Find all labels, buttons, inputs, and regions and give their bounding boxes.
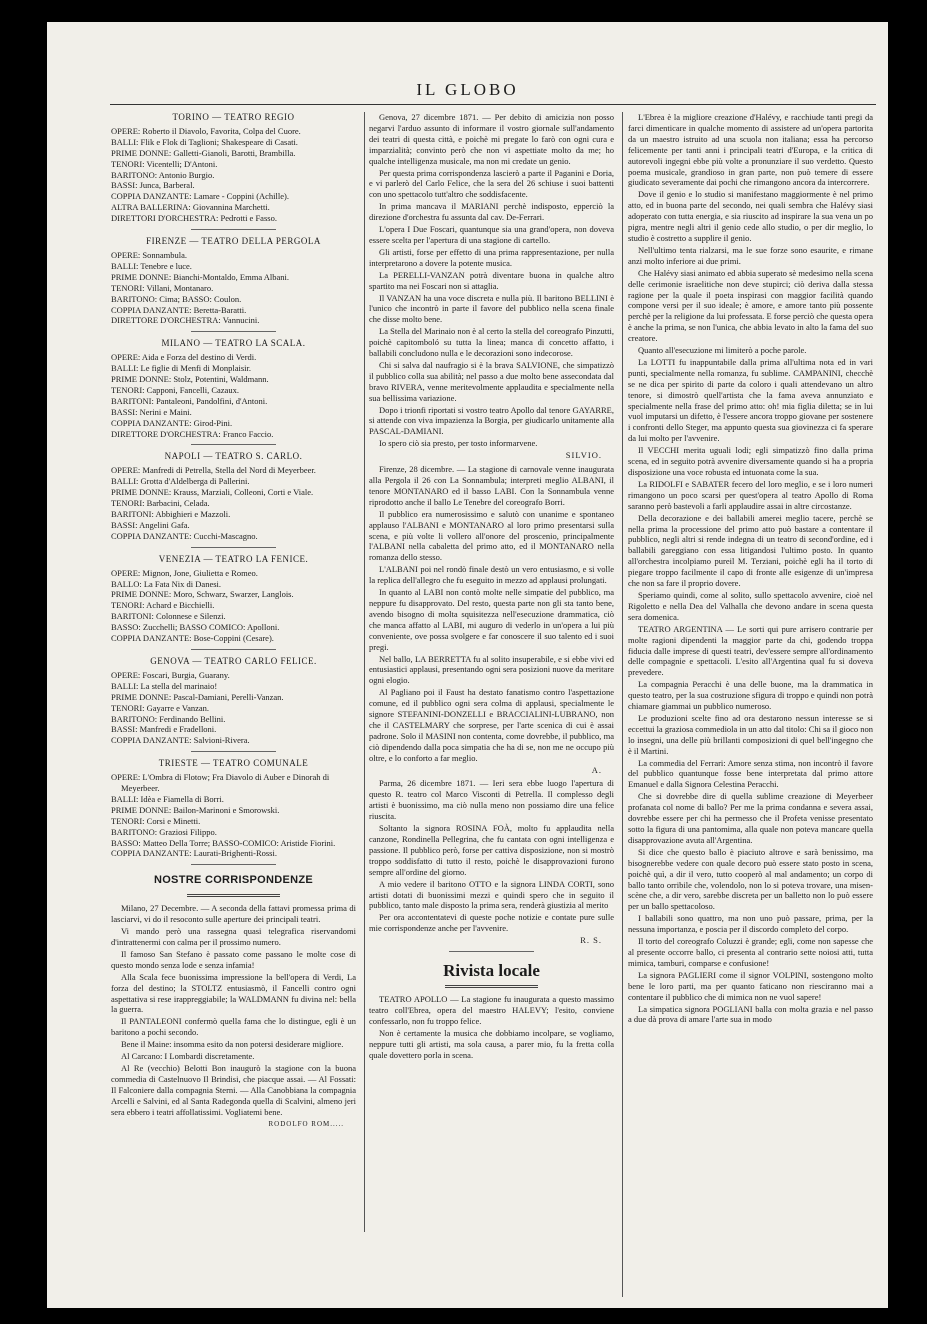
paragraph: Parma, 26 dicembre 1871. — Ieri sera ebbe luogo l'apertura di questo R. teatro col Marco Visconti di Petrella. Il complesso degli artisti è buonissimo, ma ciò nulla meno non possiamo dire una felice riuscita. [369, 778, 614, 822]
header-rule [110, 104, 876, 105]
cast-line: OPERE: Aida e Forza del destino di Verdi. [111, 352, 257, 363]
cast-line: BALLI: Flik e Flok di Taglioni; Shakespeare di Casati. [111, 136, 298, 147]
paragraph: Bene il Maine: insomma esito da non potersi desiderare migliore. [121, 1039, 344, 1050]
paragraph: Della decorazione e dei ballabili amerei meglio tacere, perchè se nella prima la processione del primo atto può bastare a contentare il pubblico, negli altri si rende indegna di un teatro di second'ordine, ed i ballabili gareggiano con essa litigandosi l'ultimo posto. In quanto all'orchestra incolpiamo pureil M. Terziani, poichè egli ha il torto di piegare troppo facilmente il capo di fronte alle esigenze di un'impresa che non sa fare il proprio dovere. [628, 512, 873, 589]
paragraph: La signora PAGLIERI come il signor VOLPINI, sostengono molto bene le loro parti, ma per quanto faticano non riesciranno mai a contentare il pubblico che di mimica non ne vuol sapere! [628, 969, 873, 1002]
paragraph: Che Halévy siasi animato ed abbia superato sè medesimo nella scena delle cerimonie israelitiche non deve stupirci; ciò deriva dalla stessa ragione per la quale il poeta inspirasi con maggior facilità quando compone versi per il suo ideale; è amore, e amore tanto più possente perchè per la religione da lui professata. E forse perciò che questa opera è anche la prima, se non l'unica, che abbia levato in alto la fama del suo creatore. [628, 267, 873, 344]
paragraph: Dove il genio e lo studio si manifestano maggiormente è nel primo atto, ed in buona parte del secondo, nei quali sembra che Halévy siasi adoperato con tutta energia, e sia riuscito ad inspirare la sua vena un po pigra, mentre negli altri il genio cede allo studio, o per dir meglio, lo studio è costretto a supplire il genio. [628, 189, 873, 243]
theatre-heading: TRIESTE — TEATRO COMUNALE [158, 758, 309, 769]
paragraph: Nell'ultimo tenta rialzarsi, ma le sue forze sono esaurite, e rimane anzi molto inferiore ai due primi. [628, 244, 873, 266]
cast-line: BALLI: Grotta d'Aldelberga di Pallerini. [111, 476, 250, 487]
signature: R. S. [580, 935, 602, 946]
paragraph: Speriamo quindi, come al solito, sullo spettacolo avvenire, cioè nel Rigoletto e nella Dea del Valhalla che devono andare in scena questa sera domenica. [628, 589, 873, 622]
paragraph: Le produzioni scelte fino ad ora destarono nessun interesse se si eccettui la graziosa commediola in un atto dal titolo: Chi sa il gioco non lo insegni, una delle più brillanti composizioni di quel bell'ingegno che è il Martini. [628, 712, 873, 756]
signature: RODOLFO ROM..... [268, 1119, 344, 1128]
paragraph: L'opera I Due Foscari, quantunque sia una grand'opera, non doveva essere scelta per l'apertura di una stagione di cartello. [369, 224, 614, 245]
cast-line: PRIME DONNE: Krauss, Marziali, Colleoni, Corti e Viale. [111, 487, 314, 498]
theatre-heading: FIRENZE — TEATRO DELLA PERGOLA [146, 236, 321, 247]
cast-line: BASSI: Manfredi e Fradelloni. [111, 724, 217, 735]
theatre-heading: NAPOLI — TEATRO S. CARLO. [164, 451, 303, 462]
rivista-continued [628, 112, 873, 1025]
paragraph: Al Pagliano poi il Faust ha destato fanatismo contro l'aspettazione comune, ed il pubblico ogni sera colma di applausi, specialmente le signore STEFANINI-DONZELLI e BRACCIALINI-LUBRANO, non che il CASTELMARY che sorprese, per l'arte scenica di cui è assai padrone. Solo il MASINI non contenta, come dovrebbe, il pubblico, ma ciò dipendendo dalla poca simpatia che ha di se, non me ne occupo più oltre, e lo conforto a far meglio. [369, 687, 614, 763]
paragraph: Vi mando però una rassegna quasi telegrafica riservandomi d'intrattenermi con calma per il prossimo numero. [111, 926, 356, 947]
separator [191, 864, 277, 865]
paragraph: La RIDOLFI e SABATER fecero del loro meglio, e se i loro numeri rimangono un poco scarsi per quest'opera al teatro Apollo di Roma saranno però bastevoli a farli applaudire assai in altre circostanze. [628, 478, 873, 511]
cast-line: COPPIA DANZANTE: Beretta-Baratti. [111, 304, 247, 315]
paragraph: TEATRO ARGENTINA — Le sorti qui pure arrisero contrarie per molte ragioni dipendenti la maggior parte da chi, godendo troppa fiducia dalle imprese di questi teatri, dev'essere sempre all'ordinamento delle compagnie e spettacoli. L'esito all'Argentina qual fu si doveva prevedere. [628, 623, 873, 678]
cast-line: OPERE: Sonnambula. [111, 249, 188, 260]
paragraph: Non è certamente la musica che dobbiamo incolpare, se vogliamo, neppure tutti gli artisti, ma sola causa, a parer mio, fu la fretta colla quale dovettero porla in scena. [369, 1027, 614, 1060]
paragraph: TEATRO APOLLO — La stagione fu inaugurata a questo massimo teatro coll'Ebrea, opera del maestro HALEVY; l'esito, conviene confessarlo, non fu troppo felice. [369, 993, 614, 1026]
cast-line: BALLI: Tenebre e luce. [111, 260, 192, 271]
cast-line: TENORI: Corsi e Minetti. [111, 815, 201, 826]
cast-line: PRIME DONNE: Galletti-Gianoli, Barotti, Brambilla. [111, 147, 296, 158]
separator [449, 951, 535, 952]
parma-correspondence [369, 778, 614, 934]
cast-line: DIRETTORI D'ORCHESTRA: Pedrotti e Fasso. [111, 213, 277, 224]
paragraph: La PERELLI-VANZAN potrà diventare buona in qualche altro spartito ma nei Foscari non si attaglia. [369, 269, 614, 291]
cast-line: TENORI: Vicentelli; D'Antoni. [111, 158, 218, 169]
cast-line: COPPIA DANZANTE: Lamare - Coppini (Achille). [111, 191, 289, 202]
paragraph: Nel ballo, LA BERRETTA fu al solito insuperabile, e si ebbe vivi ed entusiastici applausi, presentando ogni sera posizioni nuove da meritare ogni elogio. [369, 653, 614, 686]
cast-line: BALLI: Le figlie di Menfi di Monplaisir. [111, 363, 251, 374]
theatre-listings [111, 112, 356, 859]
paragraph: La commedia del Ferrari: Amore senza stima, non incontrò il favore del pubblico quantunque fosse bene interpretata dal primo attore Emanuel e dalla Signora Celestina Peracchi. [628, 757, 873, 790]
cast-line: OPERE: Manfredi di Petrella, Stella del Nord di Meyerbeer. [111, 465, 316, 476]
cast-line: BASSI: Angelini Gafa. [111, 519, 190, 530]
cast-line: BARITONO: Graziosi Filippo. [111, 826, 217, 837]
paragraph: A mio vedere il baritono OTTO e la signora LINDA CORTI, sono artisti dotati di buonissimi mezzi e quindi spero che in seguito il pubblico, tanto male disposto la prima sera, renderà giustizia al merito [369, 878, 614, 911]
column-2 [369, 112, 614, 1061]
cast-line: BARITONI: Abbighieri e Mazzoli. [111, 509, 231, 519]
cast-line: PRIME DONNE: Bianchi-Montaldo, Emma Albani. [111, 271, 290, 282]
paragraph: Il famoso San Stefano è passato come passano le molte cose di questo mondo senza lode e senza infamia! [111, 948, 356, 970]
paragraph: Che si dovrebbe dire di quella sublime creazione di Meyerbeer profanata col nome di ballo? Per me la prima condanna e severa assai, dovrebbe essere per chi ha permesso che il Profeta venisse presentato sotto la figura di una pantomima, alla quale non poteva mancare quella disapprovazione avuta all'Argentina. [628, 791, 873, 845]
paragraph: La compagnia Peracchi è una delle buone, ma la drammatica in questo teatro, per la sua costruzione sfigura di troppo e quindi non potrà chiamare giammai un pubblico numeroso. [628, 679, 873, 712]
column-3 [628, 112, 873, 1026]
milano-correspondence [111, 903, 356, 1117]
separator [191, 751, 277, 752]
paragraph: Il pubblico era numerosissimo e salutò con unanime e spontaneo applauso l'ALBANI e MONTANARO al loro primo presentarsi sulla scena, e più volte li vollero all'onore del proscenio, principalmente l'ALBANI nella cabaletta del primo atto, ed il MONTANARO nella romanza dello stesso. [369, 508, 614, 563]
theatre-heading: TORINO — TEATRO REGIO [172, 112, 295, 122]
cast-line: OPERE: Mignon, Jone, Giulietta e Romeo. [111, 567, 258, 578]
cast-line: BASSO: Zucchelli; BASSO COMICO: Apolloni. [111, 622, 280, 633]
firenze-correspondence [369, 464, 614, 763]
cast-line: OPERE: L'Ombra di Flotow; Fra Diavolo di Auber e Dinorah di Meyerbeer. [111, 772, 330, 794]
cast-line: TENORI: Villani, Montanaro. [111, 282, 214, 293]
paragraph: Io spero ciò sia presto, per tosto informarvene. [379, 438, 538, 449]
paragraph: Per ora accontentatevi di queste poche notizie e contate pure sulle mie corrispondenze anche per l'avvenire. [369, 912, 614, 934]
newspaper-page [47, 22, 888, 1308]
cast-line: TENORI: Barbacini, Celada. [111, 498, 210, 509]
paragraph: Al Carcano: I Lombardi discretamente. [121, 1051, 255, 1062]
cast-line: BARITONO: Antonio Burgio. [111, 169, 215, 180]
double-rule [187, 894, 280, 897]
separator [191, 649, 277, 650]
separator [191, 229, 277, 230]
genova-correspondence [369, 112, 614, 449]
paragraph: Alla Scala fece buonissima impressione la bell'opera di Verdi, La forza del destino; la STOLTZ entusiasmò, il Fancelli contro ogni aspettativa si rese irappreggiabile; la WALDMANN fu divina nel: bella la guerra. [111, 971, 356, 1015]
paragraph: Gli artisti, forse per effetto di una prima rappresentazione, per nulla interpretarono a dovere la potente musica. [369, 246, 614, 268]
separator [191, 331, 277, 332]
signature: A. [591, 764, 602, 775]
cast-line: BARITONI: Pantaleoni, Pandolfini, d'Antoni. [111, 395, 268, 406]
paragraph: Dopo i trionfi riportati si vostro teatro Apollo dal tenore GAYARRE, si attende con viva impazienza la Borgia, per giudicarlo unitamente alla PASCAL-DAMIANI. [369, 404, 614, 437]
cast-line: BALLI: Idèa e Fiamella di Borri. [111, 793, 224, 804]
paragraph: La simpatica signora POGLIANI balla con molta grazia e nel passo a due dà prova di amare l'arte sua in modo [628, 1003, 873, 1025]
signature: SILVIO. [565, 450, 602, 461]
cast-line: BASSO: Matteo Della Torre; BASSO-COMICO: Aristide Fiorini. [111, 837, 336, 848]
paragraph: Al Re (vecchio) Belotti Bon inaugurò la stagione con la buona commedia di Castelnuovo Il Brindisi, che piacque assai. — Al Fossati: Il Falconiere dalla compagnia Sterni. — Alla Canobbiana la compagnia Arcelli e Salvini, ed al Santa Radegonda quella di Scalvini, almeno jeri sera ebbero i teatri affollatissimi. Vogliatemi bene. [111, 1062, 356, 1117]
double-rule [445, 985, 538, 988]
cast-line: BASSI: Junca, Barberal. [111, 180, 195, 191]
paragraph: Il PANTALEONI confermò quella fama che lo distingue, egli è un baritono a pochi secondo. [111, 1016, 356, 1038]
paragraph: L'ALBANI poi nel rondò finale destò un vero entusiasmo, e si volle la replica dell'allegro che fu eseguito in mezzo ad applausi prolungati. [369, 564, 614, 586]
cast-line: TENORI: Capponi, Fancelli, Cazaux. [111, 384, 239, 395]
paragraph: Il VECCHI merita uguali lodi; egli simpatizzò fino dalla prima scena, ed in seguito potrà avvenire diversamente quando si ha a propria disposizione una voce robusta ed intuonata come la sua. [628, 445, 873, 477]
cast-line: BARITONI: Colonnese e Silenzi. [111, 611, 226, 622]
paragraph: Il VANZAN ha una voce discreta e nulla più. Il baritono BELLINI è l'unico che incontrò in parte il favore del pubblico nella scena finale che disse molto bene. [369, 292, 614, 325]
cast-line: OPERE: Foscari, Burgia, Guarany. [111, 669, 230, 680]
cast-line: ALTRA BALLERINA: Giovannina Marchetti. [111, 202, 270, 213]
paragraph: Genova, 27 dicembre 1871. — Per debito di amicizia non posso negarvi l'arduo assunto di informare il vostro giornale sull'andamento dei teatri di questa città, e poichè mi pregate lo farò con ogni cura e imparzialità; convinto però che non vi aspettiate molto da me; ho qualche intelligenza musicale, ma non mi credate un genio. [369, 112, 614, 166]
paragraph: L'Ebrea è la migliore creazione d'Halévy, e racchiude tanti pregi da farci dimenticare in qualche momento di assistere ad un'opera partorita da un maestro istruito ad una scuola non italiana; essa ha percorso felicemente per tanti anni i principali teatri d'Europa, e la critica di autorevoli ingegni ebbe più volte a pronunziare il suo verdetto. Questo poema musicale, grandioso in gran parte, non può temere di essere giudicato severamente dai pochi che rimangono ancora da intercorrere. [628, 112, 873, 188]
paragraph: Si dice che questo ballo è piaciuto altrove e sarà benissimo, ma bisognerebbe vedere con quale decoro può essere stato posto in scena, poichè quì, a dir il vero, tutto cooperò al mal andamento; un corpo di ballo tanto orribile che, volendolo, non lo si poteva trovare, una misen-scène che, a dir vero, sarebbe discreta per un balletto non lo può essere per un ballo spettacoloso. [628, 846, 873, 912]
cast-line: DIRETTORE D'ORCHESTRA: Franco Faccio. [111, 428, 274, 439]
paragraph: Chi si salva dal naufragio si è la brava SALVIONE, che simpatizzò il pubblico colla sua abilità; nel passo a due molto bene assecondata dal bravo RIVERA, venne meritevolmente applaudita e specialmente nella sua bellissima variazione. [369, 359, 614, 403]
rivista-title: Rivista locale [443, 961, 540, 981]
rivista-text [369, 994, 614, 1060]
cast-line: OPERE: Roberto il Diavolo, Favorita, Colpa del Cuore. [111, 125, 301, 136]
paragraph: Il torto del coreografo Coluzzi è grande; egli, come non sapesse che al presente occorre ballo, ci presenta al contrario sette noiosi atti, tutta mimica, tamburi, comparse e confusione! [628, 936, 873, 968]
column-divider [622, 112, 623, 1297]
cast-line: BASSI: Nerini e Maini. [111, 406, 192, 417]
separator [191, 547, 277, 548]
cast-line: PRIME DONNE: Moro, Schwarz, Swarzer, Langlois. [111, 589, 294, 600]
paragraph: La Stella del Marinaio non è al certo la stella del coreografo Pinzutti, poichè capitomboló su tutta la linea; manca di concetto affatto, i ballabili concludono nulla e le decorazioni sono indecorose. [369, 326, 614, 359]
cast-line: TENORI: Achard e Bicchielli. [111, 600, 215, 611]
cast-line: BARITONO: Cima; BASSO: Coulon. [111, 293, 242, 304]
theatre-heading: VENEZIA — TEATRO LA FENICE. [158, 553, 309, 564]
paragraph: Milano, 27 Decembre. — A seconda della fattavi promessa prima di lasciarvi, vi do il resoconto sulle aperture dei principali teatri. [111, 903, 356, 925]
cast-line: BALLI: La stella del marinaio! [111, 680, 218, 691]
cast-line: COPPIA DANZANTE: Girod-Pini. [111, 417, 233, 428]
column-divider [364, 112, 365, 1232]
separator [191, 444, 277, 445]
paragraph: Quanto all'esecuzione mi limiterò a poche parole. [638, 345, 807, 356]
cast-line: COPPIA DANZANTE: Laurati-Brighenti-Rossi. [111, 848, 277, 859]
paragraph: In quanto al LABI non contò molte nelle simpatie del pubblico, ma neppure fu disapprovato. Del resto, questa parte non gli sta tanto bene, avendo bisogno di molta squisitezza nell'esecuzione drammatica, ciò che manca affatto al LABI, mi auguro di vederlo in un'opera a lui più conveniente, ove possa svolgere e far conoscere il suo talento ed i suoi pregi. [369, 587, 614, 652]
cast-line: DIRETTORE D'ORCHESTRA: Vannucini. [111, 315, 260, 326]
paragraph: Per questa prima corrispondenza lascierò a parte il Paganini e Doria, e vi parlerò del Carlo Felice, che la sera del 26 schiuse i suoi battenti con uno spettacolo tutt'altro che soddisfacente. [369, 167, 614, 200]
cast-line: BALLO: La Fata Nix di Danesi. [111, 578, 222, 589]
paragraph: I ballabili sono quattro, ma non uno può passare, prima, per la nessuna importanza, e poscia per il discordo completo del corpo. [628, 913, 873, 935]
cast-line: COPPIA DANZANTE: Salvioni-Rivera. [111, 735, 250, 746]
cast-line: BARITONO: Ferdinando Bellini. [111, 713, 226, 724]
theatre-heading: MILANO — TEATRO LA SCALA. [161, 338, 306, 349]
cast-line: PRIME DONNE: Bailon-Marinoni e Smorowski. [111, 804, 280, 815]
cast-line: COPPIA DANZANTE: Bose-Coppini (Cesare). [111, 633, 274, 644]
paragraph: Soltanto la signora ROSINA FOÀ, molto fu applaudita nella canzone, Rondinella Pellegrina, che fu cantata con ogni intelligenza e passione. Il pubblico però, forse per cattiva disposizione, non si mostrò troppo soddisfatto di tutto il resto, poichè le disapprovazioni furono sempre all'ordine del giorno. [369, 823, 614, 877]
cast-line: PRIME DONNE: Stolz, Potentini, Waldmann. [111, 374, 269, 385]
paragraph: In prima mancava il MARIANI perchè indisposto, epperciò la direzione d'orchestra fu assunta dal cav. De-Ferrari. [369, 201, 614, 223]
paragraph: La LOTTI fu inappuntabile dalla prima all'ultima nota ed in vari punti, specialmente nella romanza, fu sublime. CAMPANINI, checchè se ne dica per spirito di parte da coloro i quali attendevano un altro tenore, si dimostrò quell'artista che la fama aveva annunziato e specialmente nella frase del primo atto: oh! mia figlia diletta; se in lui vuol imputarsi un difetto, è l'essere ancora troppo giovane per sostenere i confronti dello Steger, ma appunto questa sua giovinezza ci fa sperare da lui molto per l'avvenire. [628, 356, 873, 444]
paragraph: Firenze, 28 dicembre. — La stagione di carnovale venne inaugurata alla Pergola il 26 con La Sonnambula; interpreti meglio ALBANI, il tenore MONTANARO ed il basso LABI. Con la Sonnambula venne riprodotto anche il ballo Le Tenebre del coreografo Borri. [369, 464, 614, 507]
cast-line: PRIME DONNE: Pascal-Damiani, Perelli-Vanzan. [111, 691, 284, 702]
cast-line: COPPIA DANZANTE: Cucchi-Mascagno. [111, 530, 258, 541]
masthead: IL GLOBO [416, 80, 519, 99]
cast-line: TENORI: Gayarre e Vanzan. [111, 702, 210, 713]
section-title: NOSTRE CORRISPONDENZE [153, 874, 314, 887]
theatre-heading: GENOVA — TEATRO CARLO FELICE. [150, 655, 317, 666]
column-1 [111, 112, 356, 1132]
